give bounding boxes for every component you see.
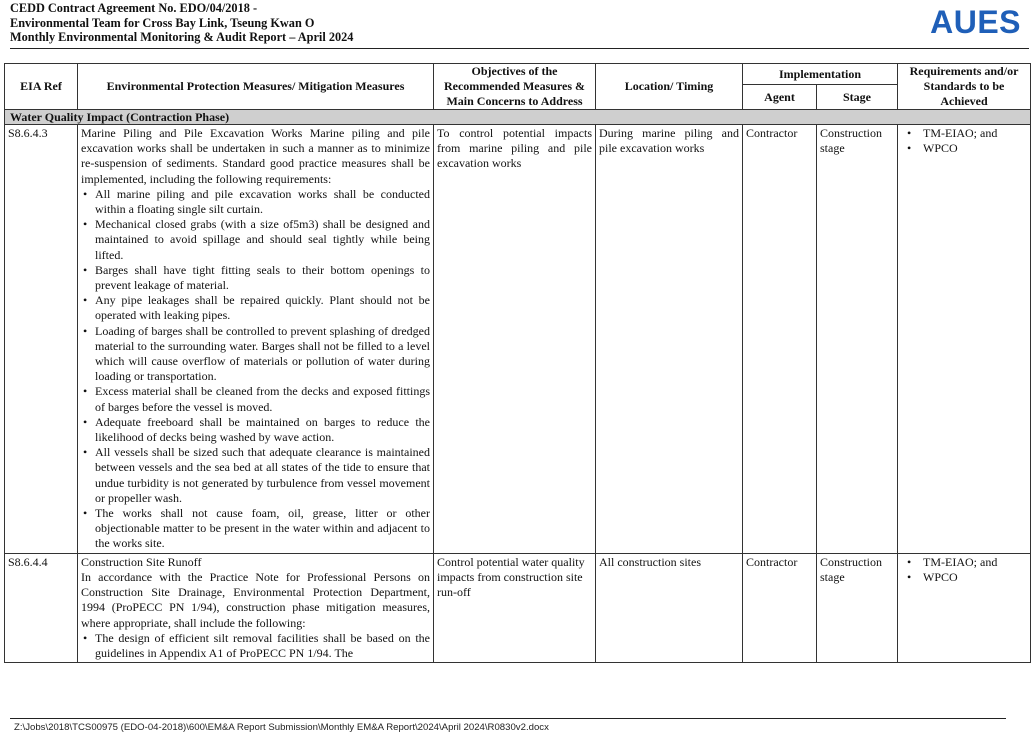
measure-bullet-list	[81, 631, 430, 661]
requirement-item: • TM-EIAO; and	[901, 126, 1027, 141]
measures-cell	[78, 553, 434, 662]
location-cell: During marine piling and pile excavation works	[596, 125, 743, 554]
col-location-timing: Location/ Timing	[596, 64, 743, 110]
mitigation-measures-table	[4, 63, 1031, 663]
aues-logo: AUES	[930, 4, 1021, 40]
stage-cell: Construction stage	[817, 125, 898, 554]
col-stage: Stage	[817, 85, 898, 110]
measure-intro: In accordance with the Practice Note for Professional Persons on Construction Site Drainage, Environmental Protection Department, 1994 (ProPECC PN 1/94), construction phase mitigation measures, where appropriate, shall include the following:	[81, 569, 430, 630]
requirement-item: • TM-EIAO; and	[901, 555, 1027, 570]
page-header	[10, 1, 1025, 47]
report-title-block	[10, 1, 353, 45]
objective-cell: To control potential impacts from marine piling and pile excavation works	[434, 125, 596, 554]
col-agent: Agent	[743, 85, 817, 110]
measure-bullet: • The works shall not cause foam, oil, grease, litter or other objectionable matter to be present in the water within and adjacent to the works site.	[81, 506, 430, 552]
report-line: Monthly Environmental Monitoring & Audit Report – April 2024	[10, 30, 354, 44]
table-row	[5, 125, 1031, 554]
measure-bullet: • Loading of barges shall be controlled to prevent splashing of dredged material to the surrounding water. Barges shall not be filled to a level which will cause overflow of materials or pollution of water during loading or transportation.	[81, 324, 430, 385]
objective-cell: Control potential water quality impacts from construction site run-off	[434, 553, 596, 662]
requirements-list	[901, 126, 1027, 156]
contract-line: CEDD Contract Agreement No. EDO/04/2018 -	[10, 1, 258, 15]
requirement-item: • WPCO	[901, 141, 1027, 156]
eia-ref-cell: S8.6.4.4	[5, 553, 78, 662]
col-requirements: Requirements and/or Standards to be Achieved	[898, 64, 1031, 110]
requirements-list	[901, 555, 1027, 585]
table-row	[5, 553, 1031, 662]
measure-bullet: • Any pipe leakages shall be repaired quickly. Plant should not be operated with leaking pipes.	[81, 293, 430, 323]
agent-cell: Contractor	[743, 553, 817, 662]
stage-cell: Construction stage	[817, 553, 898, 662]
col-implementation: Implementation	[743, 64, 898, 85]
measure-bullet: • All vessels shall be sized such that adequate clearance is maintained between vessels and the sea bed at all states of the tide to ensure that undue turbidity is not generated by turbulence from vessel movement or propeller wash.	[81, 445, 430, 506]
measure-bullet: • Adequate freeboard shall be maintained on barges to reduce the likelihood of decks being washed by wave action.	[81, 415, 430, 445]
footer-file-path: Z:\Jobs\2018\TCS00975 (EDO-04-2018)\600\EM&A Report Submission\Monthly EM&A Report\2024\April 2024\R0830v2.docx	[14, 722, 549, 733]
measure-bullet: • Mechanical closed grabs (with a size of5m3) shall be designed and maintained to avoid spillage and should seal tightly while being lifted.	[81, 217, 430, 263]
measure-bullet: • The design of efficient silt removal facilities shall be based on the guidelines in Appendix A1 of ProPECC PN 1/94. The	[81, 631, 430, 661]
requirements-cell	[898, 553, 1031, 662]
measure-intro: Marine Piling and Pile Excavation Works Marine piling and pile excavation works shall be undertaken in such a manner as to minimize re-suspension of sediments. Standard good practice measures shall be implemented, including the following requirements:	[81, 126, 430, 186]
requirement-item: • WPCO	[901, 570, 1027, 585]
team-line: Environmental Team for Cross Bay Link, Tseung Kwan O	[10, 15, 315, 30]
measure-bullet: • Barges shall have tight fitting seals to their bottom openings to prevent leakage of material.	[81, 263, 430, 293]
measure-bullet: • All marine piling and pile excavation works shall be conducted within a floating single silt curtain.	[81, 187, 430, 217]
table-header-row	[5, 64, 1031, 85]
measures-cell	[78, 125, 434, 554]
section-row	[5, 110, 1031, 125]
measure-title: Construction Site Runoff	[81, 554, 202, 569]
eia-ref-cell: S8.6.4.3	[5, 125, 78, 554]
measure-bullet: • Excess material shall be cleaned from the decks and exposed fittings of barges before the vessel is moved.	[81, 384, 430, 414]
col-measures: Environmental Protection Measures/ Mitigation Measures	[78, 64, 434, 110]
measure-bullet-list	[81, 187, 430, 552]
requirements-cell	[898, 125, 1031, 554]
footer-divider	[10, 718, 1006, 719]
section-title: Water Quality Impact (Contraction Phase)	[5, 110, 1031, 125]
agent-cell: Contractor	[743, 125, 817, 554]
location-cell: All construction sites	[596, 553, 743, 662]
col-eia-ref: EIA Ref	[5, 64, 78, 110]
col-objectives: Objectives of the Recommended Measures & Main Concerns to Address	[434, 64, 596, 110]
header-divider	[10, 48, 1029, 49]
